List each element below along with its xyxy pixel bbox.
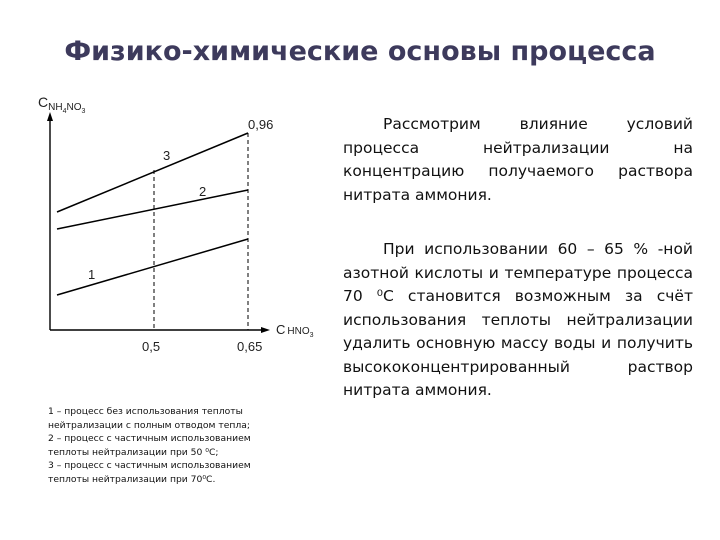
body-paragraph-2 [343,238,693,403]
y-axis-arrow [47,112,53,121]
x-axis-arrow [261,327,270,333]
line-label-2: 2 [199,184,207,199]
process-line-1 [57,239,248,295]
line-label-3: 3 [163,148,171,163]
process-line-3 [57,133,248,212]
y-axis-label: $C_{NH4}^{NO}_3$ [38,94,86,115]
slide-title: Физико-химические основы процесса [64,36,656,67]
tick-05: 0,5 [142,339,161,354]
legend-item-2: 2 – процесс с частичным использованием теплоты нейтрализации при 50 ⁰С; [48,433,251,458]
legend-item-3: 3 – процесс с частичным использованием теплоты нейтрализации при 70⁰С. [48,460,251,485]
value-096: 0,96 [248,117,274,132]
legend [48,405,288,487]
tick-065: 0,65 [237,339,263,354]
paragraph-text: Рассмотрим влияние условий процесса нейтрализации на концентрацию получаемого раствора нитрата аммония. [343,115,693,204]
x-axis-label: C $HNO_3$ [276,322,314,339]
paragraph-text: При использовании 60 – 65 % -ной азотной кислоты и температуре процесса 70 ⁰С становится возможным за счёт использования теплоты нейтрализации удалить основную массу воды и получить высококонцентрированный раствор нитрата аммония. [343,240,693,399]
process-line-2 [57,190,248,229]
line-label-1: 1 [88,267,96,282]
body-paragraph-1 [343,113,693,207]
legend-item-1: 1 – процесс без использования теплоты нейтрализации с полным отводом тепла; [48,406,250,431]
